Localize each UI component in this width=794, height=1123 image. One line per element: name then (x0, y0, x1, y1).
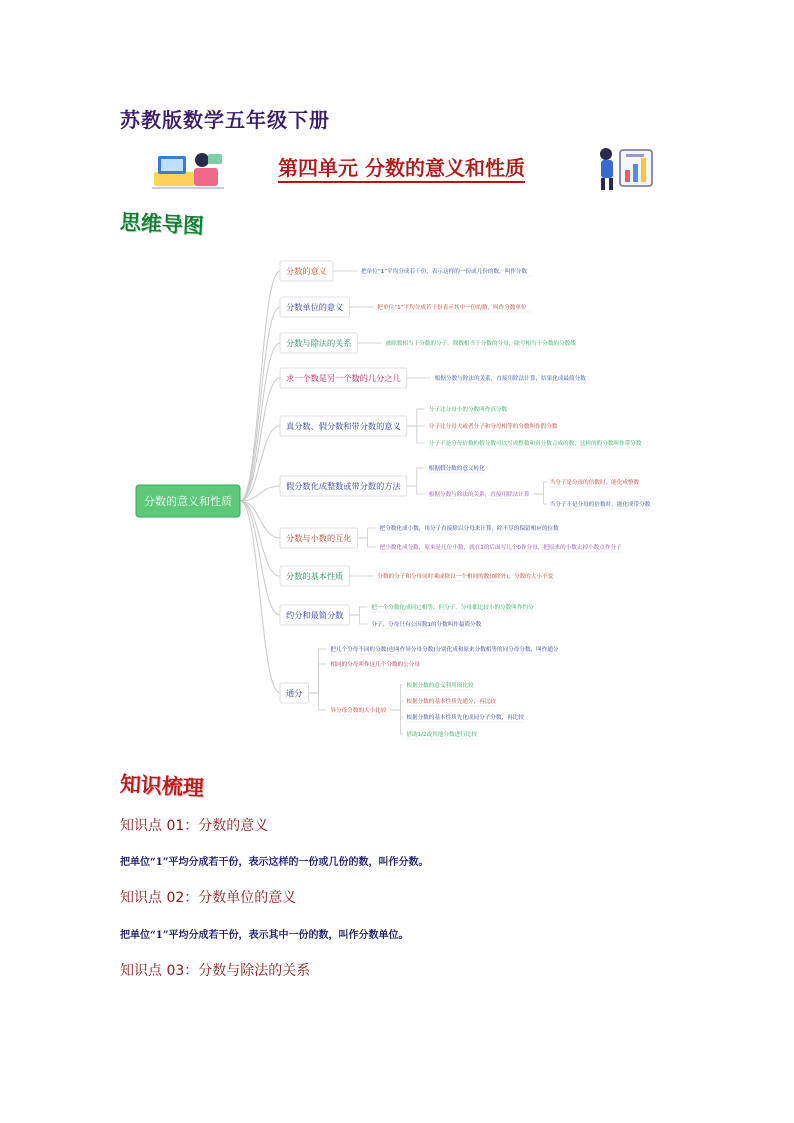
mind-map-sub-detail: 借助1/2或其他分数进行比较 (406, 732, 477, 738)
mind-map-detail: 把小数化成分数，原来是几位小数，就在1的后面写几个0作分母，把原来的小数去掉小数点作分子 (379, 545, 622, 551)
mind-map-sub-detail: 根据分数的基本性质先化成同分子分数，再比较 (406, 715, 524, 721)
mind-map-sub-detail: 当分子不是分母的倍数时，能化成带分数 (549, 502, 651, 508)
mind-map-branch (280, 416, 407, 436)
knowledge-section-title: 知识梳理 (119, 771, 205, 801)
mind-map-branch-label: 通分 (286, 688, 303, 698)
mind-map-branch (280, 333, 358, 353)
mind-map-branch (280, 297, 349, 317)
mind-map-branch-label: 约分和最简分数 (286, 610, 344, 620)
mind-map (120, 250, 680, 750)
mind-map-branch (280, 605, 349, 625)
mind-map-root (136, 485, 240, 517)
mind-map-detail: 把分数化成小数，用分子直接除以分母来计算，除不尽的保留相应的位数 (379, 526, 559, 532)
mind-map-branch-label: 分数与小数的互化 (286, 533, 352, 543)
mind-map-detail: 把单位“1”平均分成若干份，表示这样的一份或几份的数，叫作分数 (361, 269, 527, 275)
mind-map-branch (280, 528, 358, 548)
mind-map-detail: 根据假分数的意义转化 (428, 466, 485, 472)
mind-map-root-label: 分数的意义和性质 (144, 495, 232, 508)
mind-map-branch-label: 真分数、假分数和带分数的意义 (286, 421, 401, 431)
mind-map-branch (280, 566, 349, 586)
mind-map-branch-label: 分数的基本性质 (286, 571, 344, 581)
mind-map-detail: 把单位“1”平均分成若干份表示其中一份的数，叫作分数单位 (377, 305, 527, 311)
mind-map-detail: 被除数相当于分数的分子，除数相当于分数的分母，除号相当于分数的分数线 (385, 341, 576, 347)
mind-map-branch (280, 683, 308, 703)
mind-map-sub-detail: 根据分数的基本性质先通分，再比较 (406, 699, 496, 705)
mind-map-sub-detail: 当分子是分母的倍数时，能化成整数 (549, 480, 640, 486)
knowledge-point-03-heading: 知识点 03：分数与除法的关系 (120, 963, 311, 979)
document-title: 苏教版数学五年级下册 (120, 108, 330, 132)
mind-map-detail: 分子比分母大或者分子和分母相等的分数叫作假分数 (428, 424, 558, 430)
knowledge-point-02-heading: 知识点 02：分数单位的意义 (120, 890, 297, 906)
mind-map-detail: 根据分数与除法的关系，直接用除法计算 (428, 492, 530, 498)
mind-map-branch-label: 求一个数是另一个数的几分之几 (286, 373, 401, 383)
mind-map-sub-detail: 根据分数的意义利用图比较 (406, 683, 474, 689)
mind-map-detail: 分子不是分母倍数的假分数可以写成整数和真分数合成的数，这样的假分数叫作带分数 (428, 441, 642, 447)
mind-map-detail: 根据分数与除法的关系，直接用除法计算，结果化成最简分数 (434, 376, 586, 382)
report-illustration-icon (592, 142, 656, 192)
knowledge-point-01-body: 把单位“1”平均分成若干份，表示这样的一份或几份的数，叫作分数。 (120, 857, 429, 868)
mind-map-detail: 分子、分母只有公因数1的分数叫作最简分数 (371, 622, 482, 628)
mind-map-branch (280, 368, 407, 388)
mind-map-branch (280, 476, 407, 496)
mind-map-branch-label: 假分数化成整数或带分数的方法 (286, 481, 401, 491)
mind-map-detail: 把几个分母不同的分数(也叫作异分母分数)分别化成和原来分数相等的同分母分数，叫作通分 (330, 647, 559, 653)
mind-map-branch-label: 分数单位的意义 (286, 302, 344, 312)
knowledge-point-02-body: 把单位“1”平均分成若干份，表示其中一份的数，叫作分数单位。 (120, 930, 409, 941)
mind-map-detail: 把一个分数化成同它相等，但分子、分母都比较小的分数叫作约分 (371, 605, 534, 611)
mind-map-detail: 异分母分数的大小比较 (330, 708, 387, 714)
study-illustration-icon (150, 148, 226, 192)
knowledge-point-01-heading: 知识点 01：分数的意义 (120, 818, 269, 834)
unit-title: 第四单元 分数的意义和性质 (278, 155, 525, 183)
mind-map-branch (280, 261, 333, 281)
mind-map-detail: 分数的分子和分母同时乘或除以一个相同的数(0除外)，分数的大小不变 (377, 574, 554, 580)
mind-map-branch-label: 分数的意义 (286, 266, 327, 276)
mind-map-detail: 分子比分母小的分数叫作真分数 (428, 407, 508, 413)
mind-map-section-title: 思维导图 (119, 209, 205, 239)
mind-map-detail: 相同的分母叫作这几个分数的公分母 (330, 662, 420, 668)
mind-map-branch-label: 分数与除法的关系 (286, 338, 352, 348)
